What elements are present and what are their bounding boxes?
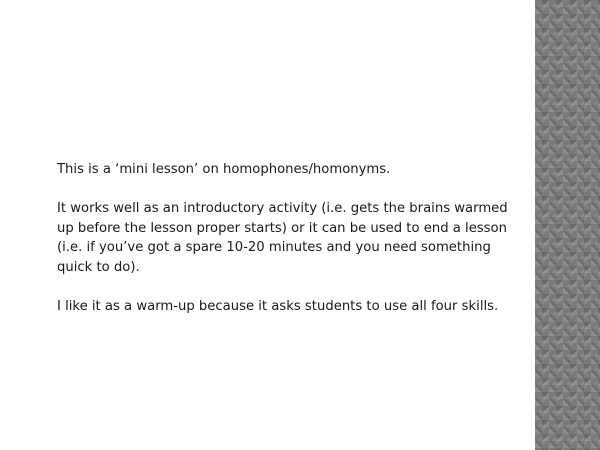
paragraph-warmup: I like it as a warm-up because it asks students to use all four skills. [57, 298, 499, 314]
paragraph-intro: This is a ‘mini lesson’ on homophones/homonyms. [57, 162, 391, 177]
decorative-pattern-strip [535, 0, 600, 450]
paragraph-usage: It works well as an introductory activity (i.e. gets the brains warmed up before the lesson proper starts) or it can be used to end a lesson (i.e. if you’ve got a spare 10-20 minutes and you need something quick to do). [57, 201, 508, 275]
slide-text-body [57, 160, 527, 336]
